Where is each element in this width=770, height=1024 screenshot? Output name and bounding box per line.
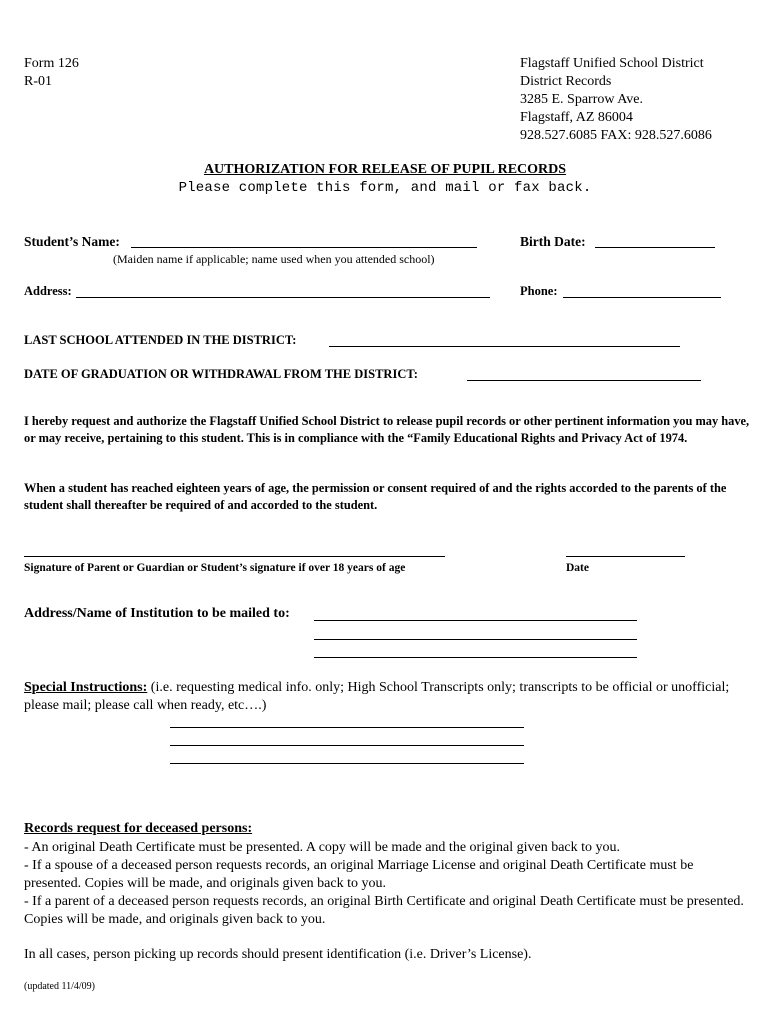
district-name: Flagstaff Unified School District [520,56,704,71]
signature-field[interactable] [24,556,445,557]
special-instructions-label: Special Instructions: [24,680,148,695]
institution-line-2[interactable] [314,639,637,640]
phone-label: Phone: [520,284,558,298]
form-revision: R-01 [24,74,52,89]
graduation-date-label: DATE OF GRADUATION OR WITHDRAWAL FROM THE DISTRICT: [24,367,418,381]
special-instructions-line-2[interactable] [170,745,524,746]
age-of-consent-paragraph: When a student has reached eighteen years of age, the permission or consent required of and the rights accorded to the parents of the student shall thereafter be required of and accorded to the student. [24,481,727,512]
birth-date-field[interactable] [595,247,715,248]
student-name-label: Student’s Name: [24,234,120,249]
identification-note: In all cases, person picking up records should present identification (i.e. Driver’s License). [24,947,532,962]
form-subtitle: Please complete this form, and mail or fax back. [178,180,592,196]
updated-date: (updated 11/4/09) [24,981,96,992]
deceased-item-3: - If a parent of a deceased person requests records, an original Birth Certificate and original Death Certificate must be presented. Copies will be made, and originals given back to you. [24,894,744,927]
authorization-paragraph: I hereby request and authorize the Flagstaff Unified School District to release pupil records or other pertinent information you may have, or may receive, pertaining to this student. This is in compliance with the “Family Educational Rights and Privacy Act of 1974. [24,414,750,445]
signature-date-label: Date [566,562,589,574]
signature-date-field[interactable] [566,556,685,557]
city-state-zip: Flagstaff, AZ 86004 [520,110,633,125]
student-name-hint: (Maiden name if applicable; name used when you attended school) [113,252,435,266]
signature-label: Signature of Parent or Guardian or Student’s signature if over 18 years of age [24,562,406,574]
special-instructions-text: (i.e. requesting medical info. only; High School Transcripts only; transcripts to be official or unofficial; please mail; please call when ready, etc….) [24,680,730,713]
special-instructions-line-1[interactable] [170,727,524,728]
birth-date-label: Birth Date: [520,234,586,249]
last-school-label: LAST SCHOOL ATTENDED IN THE DISTRICT: [24,333,297,347]
phone-field[interactable] [563,297,721,298]
address-field[interactable] [76,297,490,298]
deceased-item-2: - If a spouse of a deceased person requests records, an original Marriage License and original Death Certificate must be presented. Copies will be made, and originals given back to you. [24,858,694,891]
student-name-field[interactable] [131,247,477,248]
special-instructions-line-3[interactable] [170,763,524,764]
street-address: 3285 E. Sparrow Ave. [520,92,643,107]
graduation-date-field[interactable] [467,380,701,381]
institution-line-3[interactable] [314,657,637,658]
deceased-heading: Records request for deceased persons: [24,821,253,836]
institution-line-1[interactable] [314,620,637,621]
last-school-field[interactable] [329,346,680,347]
special-instructions [24,679,744,715]
department-name: District Records [520,74,612,89]
form-number: Form 126 [24,56,79,71]
institution-label: Address/Name of Institution to be mailed to: [24,606,290,621]
address-label: Address: [24,284,72,298]
form-title: AUTHORIZATION FOR RELEASE OF PUPIL RECORDS [203,162,567,177]
deceased-item-1: - An original Death Certificate must be presented. A copy will be made and the original given back to you. [24,840,621,855]
phone-fax: 928.527.6085 FAX: 928.527.6086 [520,128,712,143]
